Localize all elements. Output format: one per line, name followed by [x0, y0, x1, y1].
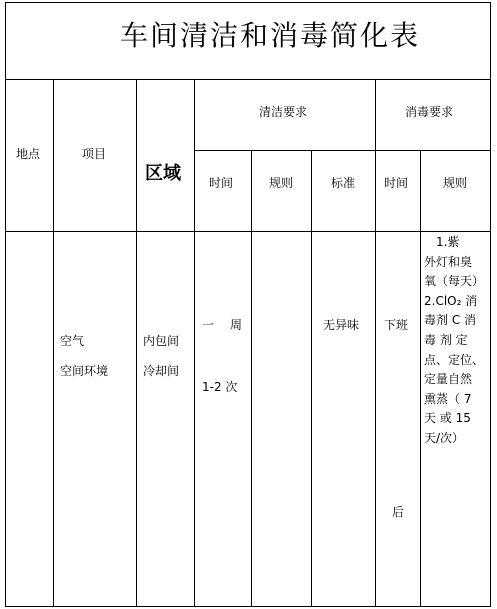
- header-item: 项目: [82, 147, 107, 161]
- header-clean-rule: 规则: [269, 176, 294, 190]
- table-right-border: [490, 2, 491, 607]
- disinfect-rule-line: 天/次）: [424, 430, 465, 445]
- page-title: 车间清洁和消毒简化表: [120, 19, 421, 52]
- table-bottom-border: [5, 606, 491, 607]
- disinfect-rule-line: 毒剂 C 消: [424, 313, 477, 328]
- title-row-divider: [5, 79, 491, 80]
- col-divider-item: [136, 79, 137, 607]
- col-divider-location: [53, 79, 54, 607]
- row-disinfect-time-line1: 下班: [384, 318, 409, 332]
- header-clean-time: 时间: [209, 176, 234, 190]
- disinfect-rule-line: 氧（每天）: [424, 274, 485, 289]
- disinfect-rule-line: 外灯和臭: [424, 254, 473, 269]
- header-subdivider: [195, 150, 491, 151]
- header-disinfect-requirements: 消毒要求: [405, 105, 454, 119]
- disinfect-rule-line: 毒 剂 定: [424, 332, 468, 347]
- disinfect-rule-line: 点、定位、: [424, 352, 485, 367]
- header-area: 区域: [145, 163, 181, 184]
- row-disinfect-rule: [424, 233, 490, 449]
- header-clean-standard: 标准: [331, 176, 356, 190]
- row-area-line1: 内包间: [143, 334, 180, 348]
- table-top-border: [5, 2, 491, 3]
- row-clean-standard: 无异味: [323, 318, 360, 332]
- header-disinfect-rule: 规则: [443, 176, 468, 190]
- col-divider-clean-rule: [311, 150, 312, 607]
- row-area-line2: 冷却间: [143, 364, 180, 378]
- row-item-line1: 空气: [60, 334, 85, 348]
- col-divider-area: [194, 79, 195, 607]
- col-divider-clean-time: [251, 150, 252, 607]
- row-item-line2: 空间环境: [60, 364, 109, 378]
- col-divider-clean-disinfect: [375, 79, 376, 607]
- disinfect-rule-line: 1.紫: [424, 235, 460, 249]
- header-disinfect-time: 时间: [384, 176, 409, 190]
- row-clean-time-line1: 一 周: [202, 318, 245, 332]
- row-clean-time-line2: 1-2 次: [202, 380, 238, 394]
- disinfect-rule-line: 定量自然: [424, 372, 473, 387]
- disinfect-rule-line: 2.ClO₂ 消: [424, 293, 478, 308]
- disinfect-rule-line: 熏蒸（ 7: [424, 391, 472, 406]
- header-bottom-divider: [5, 231, 491, 232]
- table-left-border: [5, 2, 6, 607]
- disinfect-rule-line: 天 或 15: [424, 411, 471, 426]
- col-divider-disinfect-time: [420, 150, 421, 607]
- header-clean-requirements: 清洁要求: [259, 105, 308, 119]
- header-location: 地点: [16, 147, 41, 161]
- row-disinfect-time-line2: 后: [392, 505, 405, 519]
